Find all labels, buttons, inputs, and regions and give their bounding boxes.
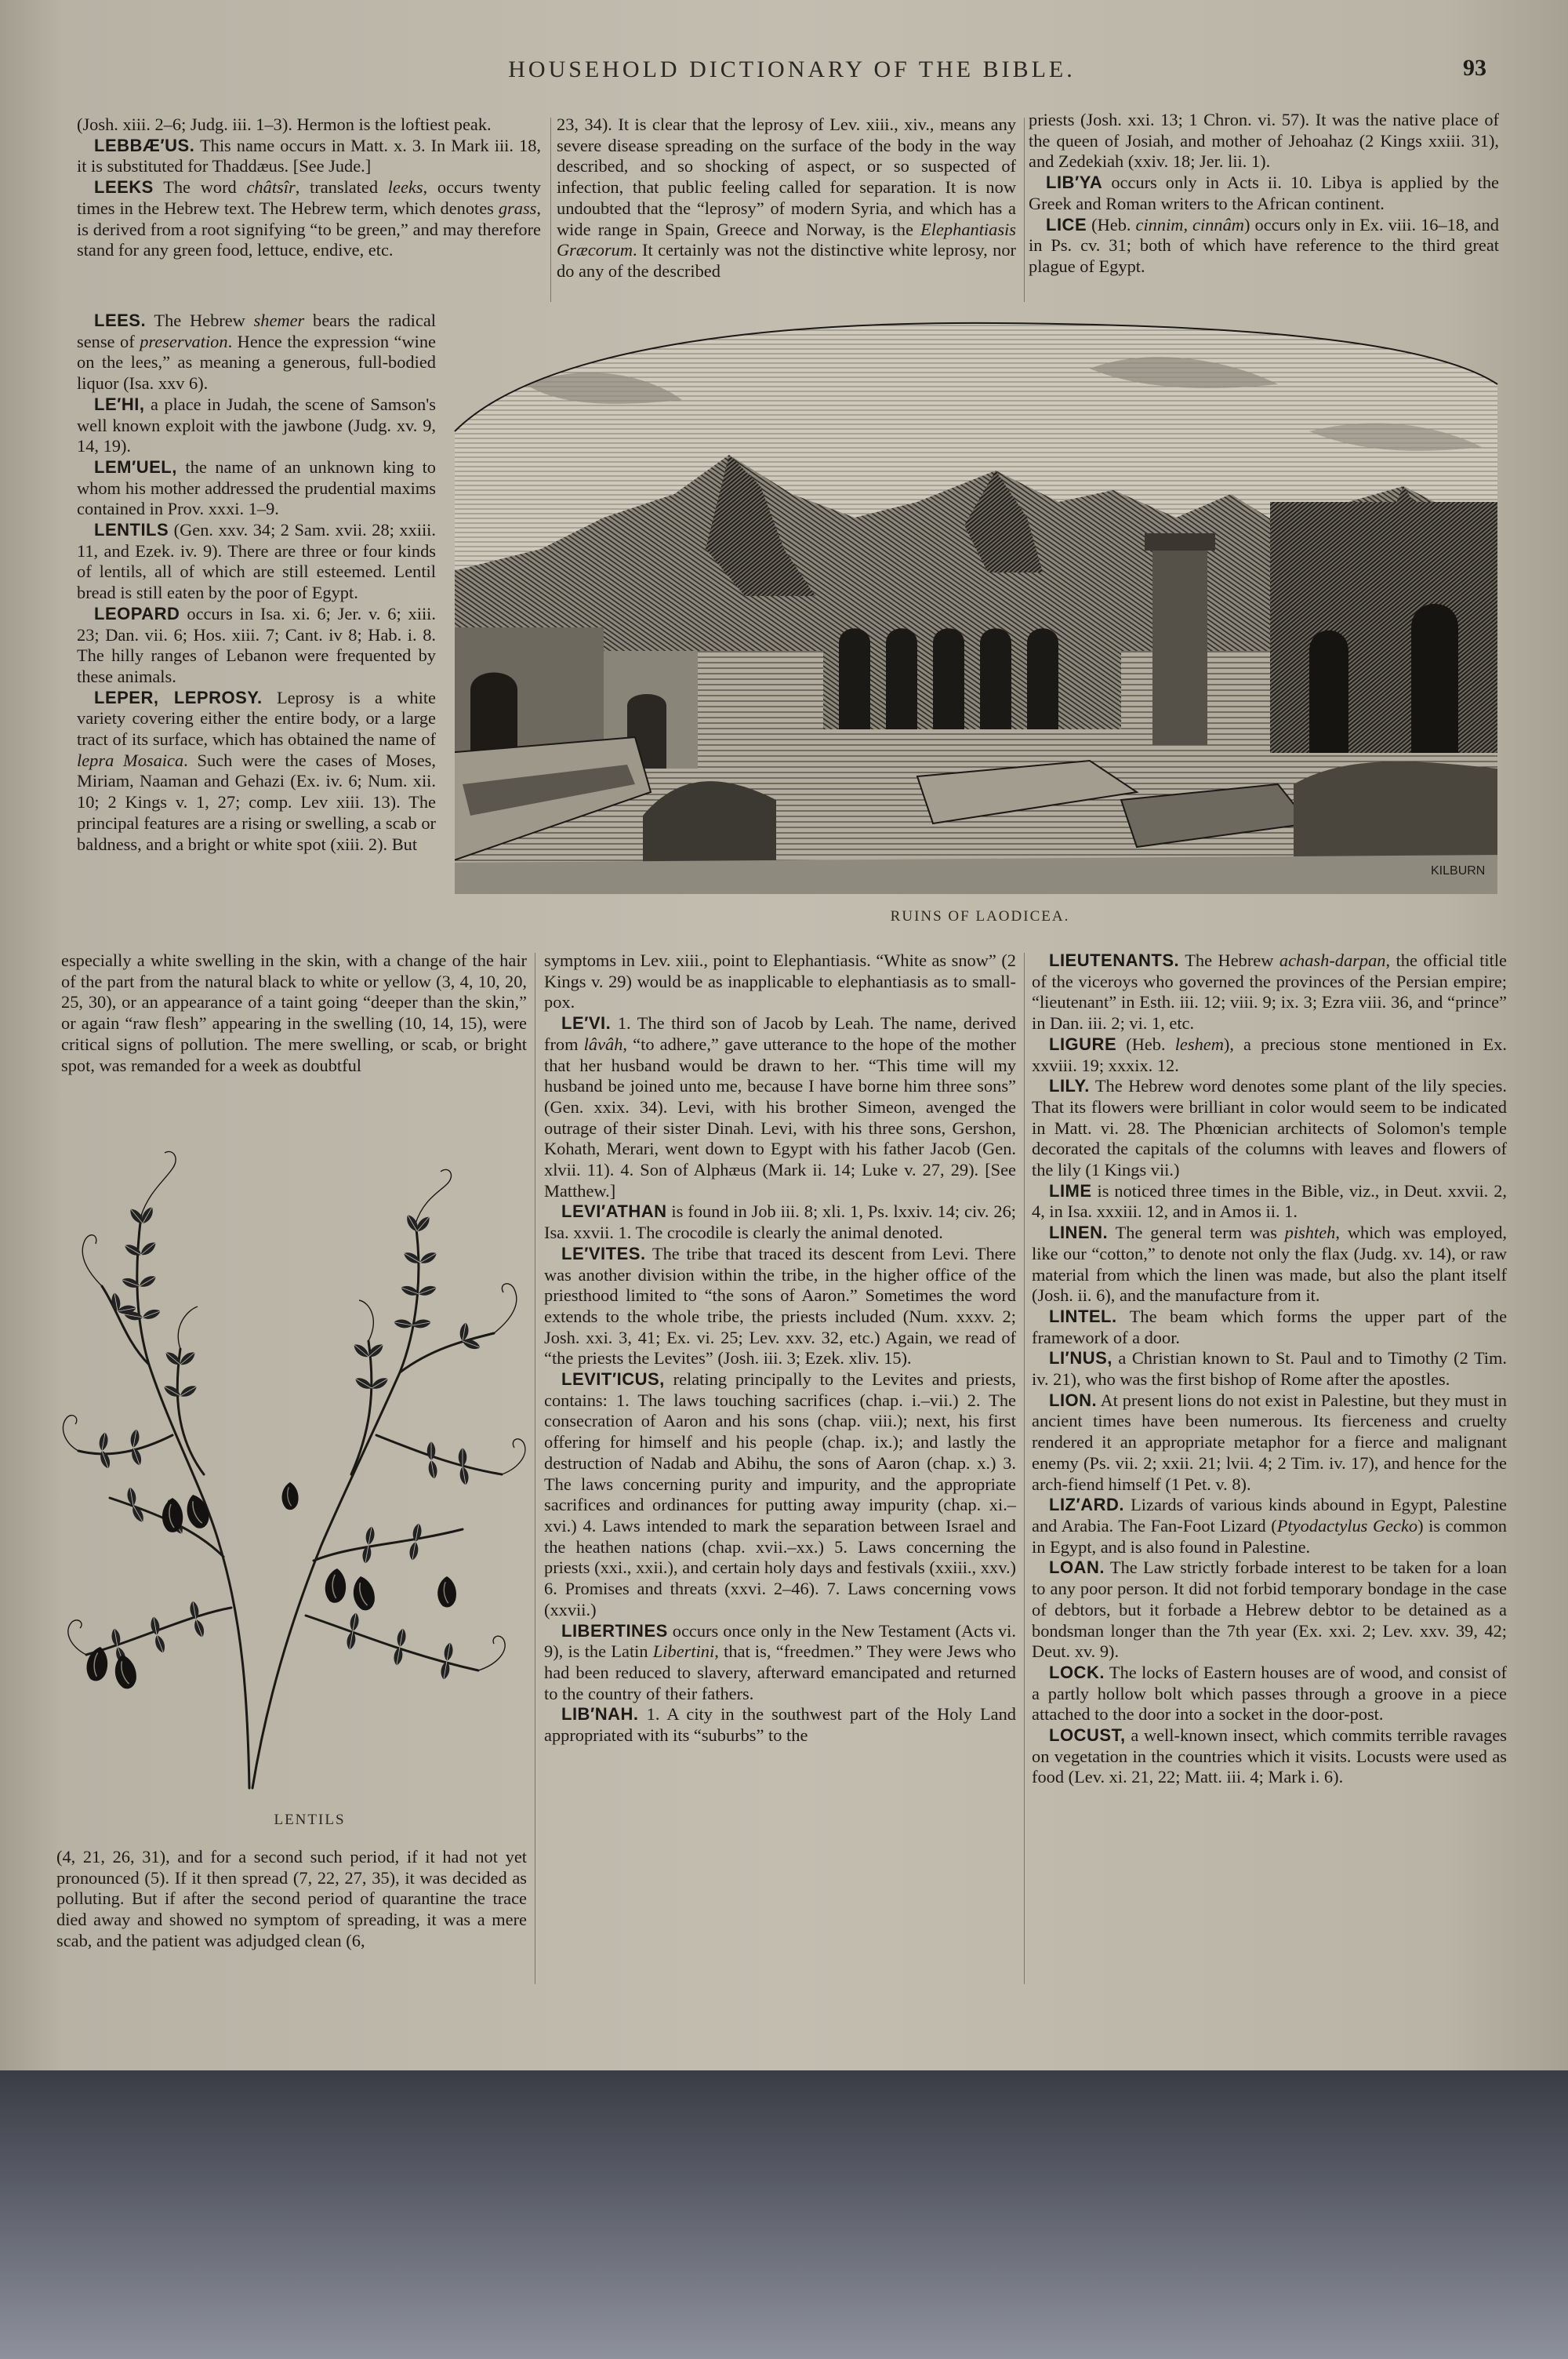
entry-lock [1032, 1663, 1507, 1725]
entry-leper [77, 688, 436, 856]
definition: bears the radical sense of [77, 311, 436, 351]
entry-leviathan [544, 1201, 1016, 1243]
entry-libya [1029, 173, 1499, 214]
headword: LIB′YA [1046, 173, 1103, 193]
column-3-top [1029, 110, 1499, 278]
definition: The Hebrew word denotes some plant of the lily species. That its flowers were brilliant in color would seem to be indicated in Matt. vi. 28. The Phœnician architects of Solomon's temple decorated the capitals of the columns with leaves and flowers of the lily (1 Kings vii.) [1032, 1076, 1507, 1180]
entry-leprosy-continued-2: symptoms in Lev. xiii., point to Elephantiasis. “White as snow” (2 Kings v. 29) would be as inapplicable to elephantiasis as to small-pox. [544, 951, 1016, 1012]
headword: LIEUTENANTS. [1049, 951, 1180, 970]
headword: LEPER, LEPROSY. [94, 687, 263, 707]
definition: The general term was [1115, 1223, 1285, 1243]
entry-locust [1032, 1725, 1507, 1788]
column-3-mid [1032, 951, 1507, 1788]
headword: LE′HI, [94, 394, 145, 414]
italic-term: Elephantiasis Græcorum [557, 219, 1016, 260]
entry-leopard [77, 604, 436, 688]
definition: occurs only in Acts ii. 10. Libya is applied by the Greek and Roman writers to the African continent. [1029, 173, 1499, 213]
lentils-engraving [55, 1106, 541, 1800]
headword: LEM′UEL, [94, 456, 177, 477]
hebrew-term: leshem [1174, 1034, 1224, 1054]
italic-term: grass [498, 198, 537, 218]
headword: LIBERTINES [561, 1620, 668, 1641]
definition: The Hebrew [1185, 951, 1279, 970]
definition: is noticed three times in the Bible, viz., in Deut. xxvii. 2, 4, in Isa. xxxiii. 12, and in Amos ii. 1. [1032, 1180, 1507, 1222]
definition: a well-known insect, which commits terrible ravages on vegetation in the countries which it visits. Locusts were used as food (Lev. xi. 21, 22; Matt. iii. 4; Mark i. 6). [1032, 1725, 1507, 1787]
headword: LI′NUS, [1049, 1348, 1112, 1369]
entry-lees [77, 311, 436, 394]
definition: ), a precious stone mentioned in Ex. xxviii. 19; xxxix. 12. [1032, 1034, 1507, 1075]
running-title: HOUSEHOLD DICTIONARY OF THE BIBLE. [508, 56, 1076, 82]
headword: LOCUST, [1049, 1725, 1126, 1746]
definition: is found in Job iii. 8; xli. 1, Ps. lxxiv. 14; civ. 26; Isa. xxvii. 1. The crocodile is clearly the animal denoted. [544, 1201, 1016, 1243]
column-2-top [557, 114, 1016, 282]
definition: The beam which forms the upper part of the framework of a door. [1032, 1306, 1508, 1347]
entry-lemuel [77, 457, 436, 520]
column-rule [1024, 118, 1025, 302]
hebrew-term: cinnim, cinnâm [1135, 214, 1244, 234]
definition: This name occurs in Matt. x. 3. In Mark iii. 18, it is substituted for Thaddæus. [See Jude.] [77, 135, 541, 176]
laodicea-engraving [447, 314, 1505, 894]
entry-lebbaeus [77, 136, 541, 177]
headword: LENTILS [94, 520, 169, 540]
entry-levites [544, 1244, 1016, 1369]
headword: LILY. [1049, 1076, 1090, 1096]
definition: . It certainly was not the distinctive white leprosy, nor do any of the described [557, 240, 1016, 281]
definition: relating principally to the Levites and priests, contains: 1. The laws touching sacrifices (chap. i.–vii.) 2. The consecration of Aaron and his sons (chap. viii.); next, his first offering for himself and his people (chap. ix.); and lastly the destruction of Nadab and Abihu, the sons of Aaron (chap. x.) 3. The laws concerning purity and impurity, and the appropriate sacrifices and ordinances for putting away impurity (chap. xi.–xvi.) 4. Laws intended to mark the separation between Israel and the heathen nations (chap. xvii.–xx.) 5. Laws concerning the priests (xxi., xxii.), and certain holy days and festivals (xxiii., xxv.) 6. Promises and threats (xxvi. 2–46). 7. Laws concerning vows (xxvii.) [544, 1369, 1016, 1619]
column-rule [1024, 953, 1025, 1984]
definition: 23, 34). It is clear that the leprosy of Lev. xiii., xiv., means any severe disease spreading on the surface of the body in the way described, and so shocking of aspect, or so suspected of infection, that public feeling called for separation. It is now undoubted that the “leprosy” of modern Syria, and which has a wide range in Spain, Greece and Norway, is the [557, 114, 1016, 239]
definition: The Hebrew [154, 311, 254, 330]
entry-loan [1032, 1558, 1507, 1663]
definition: , “to adhere,” gave utterance to the hope of the mother that her husband would be drawn to her. “This time will my husband be joined unto me, because I have borne him three sons” (Gen. xxix. 34). Levi, with his brother Simeon, avenged the outrage of their sister Dinah. Levi, with his three sons, Gershon, Kohath, Merari, went down to Egypt with his father Jacob (Gen. xlvii. 11). 4. Son of Alphæus (Mark ii. 14; Luke v. 27, 29). [See Matthew.] [544, 1034, 1017, 1201]
italic-term: lepra Mosaica [77, 750, 184, 770]
definition: , that is, “freedmen.” They were Jews who had been reduced to slavery, afterward emancipated and returned to the country of their fathers. [544, 1641, 1016, 1703]
column-1-bottom [56, 1847, 527, 1952]
definition: occurs in Isa. xi. 6; Jer. v. 6; xiii. 23; Dan. vii. 6; Hos. xiii. 7; Cant. iv 8; Hab. i. 8. The hilly ranges of Lebanon were frequented by these animals. [77, 603, 436, 686]
engraver-signature: KILBURN [1431, 864, 1486, 878]
definition: The locks of Eastern houses are of wood, and consist of a partly hollow bolt which passes through a groove in a piece attached to the door into a socket in the door-post. [1032, 1662, 1507, 1725]
lentils-caption: LENTILS [274, 1812, 346, 1828]
hebrew-term: shemer [253, 311, 305, 330]
definition: , is derived from a root signifying “to be green,” and may therefore stand for any green food, lettuce, endive, etc. [77, 198, 541, 260]
entry-libnah-continued: priests (Josh. xxi. 13; 1 Chron. vi. 57). It was the native place of the queen of Josiah, and mother of Jehoahaz (2 Kings xxiii. 31), and Zedekiah (xxiv. 18; Jer. lii. 1). [1029, 110, 1499, 172]
entry-lice [1029, 215, 1499, 278]
entry-leprosy-continued [557, 114, 1016, 282]
hebrew-term: achash-darpan [1279, 951, 1386, 970]
headword: LE′VITES. [561, 1243, 646, 1263]
laodicea-caption: RUINS OF LAODICEA. [890, 908, 1070, 925]
entry-lime [1032, 1181, 1507, 1223]
definition: , which was employed, like our “cotton,” to denote not only the flax (Judg. xv. 14), or raw material from which the linen was made, but also the plant itself (Josh. ii. 6), and the manufacture from it. [1032, 1223, 1507, 1306]
definition: Leprosy is a white variety covering either the entire body, or a large tract of its surface, which has obtained the name of [77, 687, 436, 750]
definition: (Heb. [1091, 214, 1136, 234]
headword: LION. [1049, 1390, 1098, 1410]
definition: , translated [295, 177, 388, 198]
entry-leper-continued: especially a white swelling in the skin, with a change of the hair of the part from the natural black to white or yellow (3, 4, 10, 20, 25, 30), or an appearance of a taint going “deeper than the skin,” or again “raw flesh” appearing in the swelling (10, 14, 15), were critical signs of pollution. The mere swelling, or scab, or bright spot, was remanded for a week as doubtful [61, 951, 527, 1075]
definition: The Law strictly forbade interest to be taken for a loan to any poor person. It did not forbid temporary bondage in the case of debtors, but it forbade a Hebrew debtor to be detained as a bondsman longer than the 7th year (Ex. xxi. 2; Lev. xxv. 39, 42; Deut. xv. 9). [1032, 1558, 1507, 1662]
headword: LEVI′ATHAN [561, 1201, 667, 1222]
headword: LINEN. [1049, 1223, 1109, 1243]
hebrew-term: châtsîr [246, 177, 296, 198]
italic-term: Ptyodactylus Gecko [1276, 1515, 1418, 1536]
definition: 1. The third son of Jacob by Leah. The name, derived from [544, 1013, 1016, 1054]
entry-leviticus [544, 1369, 1016, 1620]
entry-leeks [77, 177, 541, 261]
definition: . Hence the expression “wine on the lees,” as meaning a generous, full-bodied liquor (Isa. xxv 6). [77, 331, 436, 394]
headword: LIZ′ARD. [1049, 1495, 1125, 1515]
table-surface [0, 2070, 1568, 2359]
definition: a place in Judah, the scene of Samson's well known exploit with the jawbone (Judg. xv. 9, 14, 19). [77, 394, 436, 456]
headword: LE′VI. [561, 1013, 612, 1034]
headword: LINTEL. [1049, 1306, 1117, 1326]
entry-hermon-continued: (Josh. xiii. 2–6; Judg. iii. 1–3). Hermon is the loftiest peak. [77, 114, 492, 134]
entry-lieutenants [1032, 951, 1507, 1034]
entry-lily [1032, 1076, 1507, 1181]
definition: At present lions do not exist in Palestine, but they must in ancient times have been numerous. Its fierceness and cruelty rendered it an appropriate metaphor for a fierce and malignant enemy (Ps. vii. 2; xxii. 21; lvii. 4; 2 Tim. iv. 17), and hence for the arch-fiend himself (1 Pet. v. 8). [1032, 1390, 1507, 1494]
column-1-mid [61, 951, 527, 1076]
definition: ) occurs only in Ex. viii. 16–18, and in Ps. cv. 31; both of which have reference to the third great plague of Egypt. [1029, 214, 1499, 276]
entry-lehi [77, 394, 436, 457]
headword: LEBBÆ′US. [94, 135, 195, 155]
definition: 1. A city in the southwest part of the Holy Land appropriated with its “suburbs” to the [544, 1704, 1016, 1746]
hebrew-term: pishteh [1284, 1223, 1336, 1243]
italic-term: leeks [387, 177, 423, 198]
headword: LIME [1049, 1180, 1092, 1201]
entry-lintel [1032, 1307, 1507, 1348]
column-1-narrow [77, 311, 436, 855]
entry-lizard [1032, 1495, 1507, 1558]
definition: . Such were the cases of Moses, Miriam, Naaman and Gehazi (Ex. iv. 6; Num. xii. 10; 2 Kings v. 1, 27; comp. Lev xiii. 13). The principal features are a rising or swelling, a scab or baldness, and a bright or white spot (xiii. 2). But [77, 750, 436, 854]
definition: , the official title of the viceroys who governed the provinces of the Persian empire; “lieutenant” in Esth. iii. 12; viii. 9; ix. 3; Ezra viii. 36, and “prince” in Dan. iii. 2; vi. 1, etc. [1032, 951, 1507, 1034]
entry-libertines [544, 1621, 1016, 1705]
definition: The word [163, 177, 247, 198]
headword: LOAN. [1049, 1558, 1105, 1578]
definition: the name of an unknown king to whom his mother addressed the prudential maxims contained in Prov. xxxi. 1–9. [77, 456, 436, 519]
headword: LIB′NAH. [561, 1704, 639, 1725]
entry-ligure [1032, 1034, 1507, 1076]
headword: LOCK. [1049, 1662, 1105, 1682]
entry-linus [1032, 1348, 1507, 1390]
definition: a Christian known to St. Paul and to Timothy (2 Tim. iv. 21), who was the first bishop of Rome after the apostles. [1032, 1348, 1507, 1390]
headword: LICE [1046, 214, 1087, 234]
headword: LEES. [94, 311, 147, 330]
headword: LIGURE [1049, 1034, 1117, 1054]
ruins-landscape-icon [447, 314, 1505, 894]
headword: LEVIT′ICUS, [561, 1369, 665, 1390]
page-number: 93 [1463, 55, 1486, 81]
entry-levi [544, 1013, 1016, 1201]
entry-libnah [544, 1704, 1016, 1746]
italic-term: Libertini [652, 1641, 715, 1662]
definition: Lizards of various kinds abound in Egypt, Palestine and Arabia. The Fan-Foot Lizard ( [1032, 1495, 1507, 1536]
hebrew-term: lâvâh [583, 1034, 623, 1054]
headword: LEEKS [94, 177, 154, 198]
column-1-top [77, 114, 541, 261]
column-rule [550, 118, 551, 302]
definition: , occurs twenty times in the Hebrew text. The Hebrew term, which denotes [77, 177, 541, 218]
definition: (Heb. [1126, 1034, 1175, 1054]
definition: The tribe that traced its descent from Levi. There was another division within the tribe, in the higher office of the priesthood limited to “the sons of Aaron.” Sometimes the word extends to the whole tribe, the priests included (Num. xxxv. 2; Josh. xxi. 3, 41; Ex. vi. 25; Lev. xxv. 32, etc.) Again, we read of “the priests the Levites” (Josh. iii. 3; Ezek. xliv. 15). [544, 1243, 1016, 1369]
entry-linen [1032, 1223, 1507, 1307]
lentil-plant-icon [55, 1106, 541, 1800]
definition: ) is common in Egypt, and is also found in Palestine. [1032, 1515, 1507, 1557]
entry-leper-continued-2: (4, 21, 26, 31), and for a second such period, if it had not yet pronounced (5). If it then spread (7, 22, 27, 35), it was decided as polluting. But if after the second period of quarantine the trace died away and showed no symptom of spreading, it was a mere scab, and the patient was adjudged clean (6, [56, 1847, 527, 1950]
entry-lion [1032, 1390, 1507, 1496]
column-2-mid [544, 951, 1016, 1747]
definition: occurs once only in the New Testament (Acts vi. 9), is the Latin [544, 1620, 1016, 1662]
definition: (Gen. xxv. 34; 2 Sam. xvii. 28; xxiii. 11, and Ezek. iv. 9). There are three or four kinds of lentils, all of which are still esteemed. Lentil bread is still eaten by the poor of Egypt. [77, 520, 436, 603]
headword: LEOPARD [94, 603, 180, 623]
italic-term: preservation [140, 331, 228, 351]
entry-lentils [77, 520, 436, 604]
